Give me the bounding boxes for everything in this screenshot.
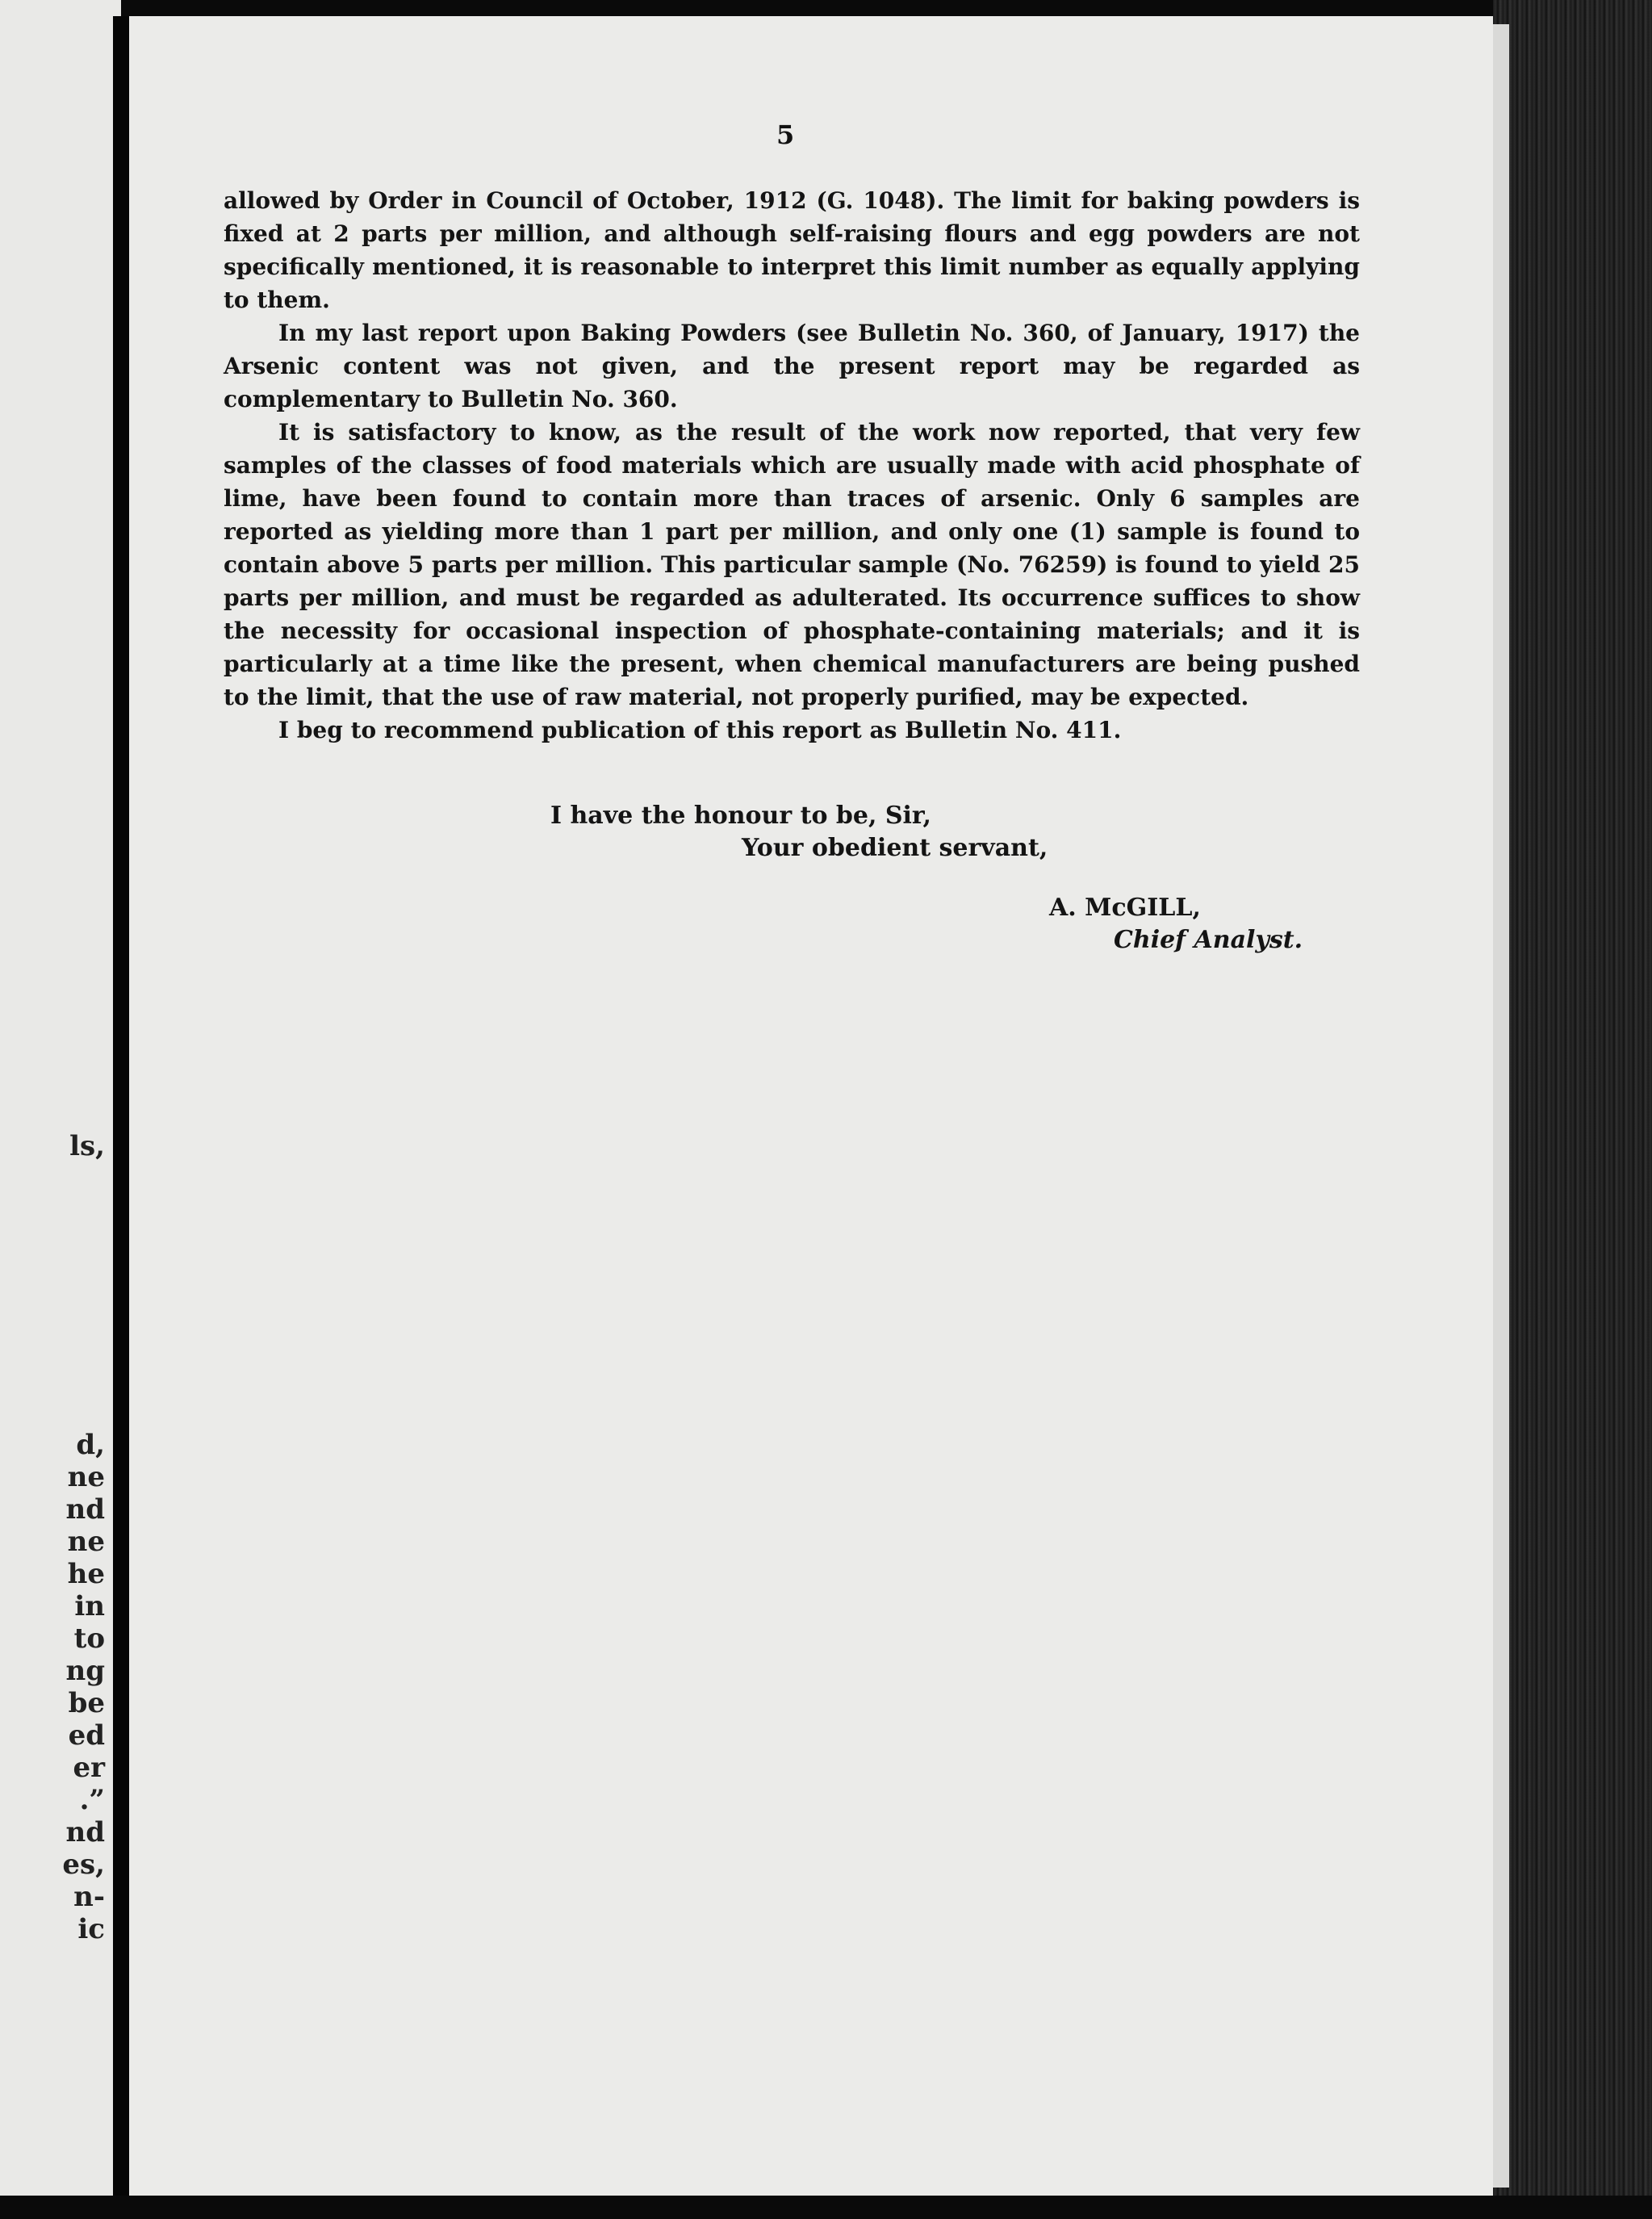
facing-page-fragment: n-	[73, 1881, 105, 1913]
page-number: 5	[776, 119, 795, 150]
facing-page-fragment: ng	[65, 1655, 105, 1687]
facing-page-fragment: .”	[79, 1784, 105, 1816]
facing-page-fragment: ls,	[69, 1130, 105, 1162]
facing-page-fragment: ed	[68, 1719, 105, 1752]
book-gutter	[113, 16, 129, 2196]
facing-page-fragment: es,	[62, 1848, 105, 1881]
page-stack-edge	[1493, 0, 1652, 2219]
bottom-scan-border	[0, 2196, 1652, 2219]
facing-page-fragment: er	[73, 1752, 105, 1784]
paragraph: In my last report upon Baking Powders (see Bulletin No. 360, of January, 1917) the Arsenic content was not given, and the present report may be regarded as complementary to Bulletin No. 360.	[224, 320, 1360, 412]
facing-page-fragment: in	[74, 1590, 105, 1622]
facing-page-fragment: be	[68, 1687, 105, 1719]
closing-valediction: Your obedient servant,	[742, 834, 1048, 862]
signatory-name: A. McGILL,	[1049, 894, 1201, 922]
facing-page-fragment: he	[67, 1558, 105, 1590]
paragraph: I beg to recommend publication of this report as Bulletin No. 411.	[278, 717, 1122, 743]
closing-salutation: I have the honour to be, Sir,	[550, 802, 931, 830]
facing-page-fragment: ne	[67, 1461, 105, 1493]
facing-page-fragment: to	[73, 1622, 105, 1655]
facing-page-edge	[0, 0, 121, 2219]
signatory-title: Chief Analyst.	[1114, 926, 1303, 954]
facing-page-fragment: d,	[76, 1429, 105, 1461]
facing-page-fragment: ne	[67, 1526, 105, 1558]
letter-body	[224, 184, 1360, 747]
facing-page-fragment: ic	[77, 1913, 105, 1945]
paragraph: allowed by Order in Council of October, 1912 (G. 1048). The limit for baking powders is fixed at 2 parts per million, and although self-raising flours and egg powders are not specifically mentioned, it is reasonable to interpret this limit number as equally applying to them.	[224, 187, 1360, 313]
facing-page-fragment: nd	[65, 1493, 105, 1526]
facing-page-fragment: nd	[65, 1816, 105, 1848]
paragraph: It is satisfactory to know, as the result of the work now reported, that very few samples of the classes of food materials which are usually made with acid phosphate of lime, have been found to contain more than traces of arsenic. Only 6 samples are reported as yielding more than 1 part per million, and only one (1) sample is found to contain above 5 parts per million. This particular sample (No. 76259) is found to yield 25 parts per million, and must be regarded as adulterated. Its occurrence suffices to show the necessity for occasional inspection of phosphate-containing materials; and it is particularly at a time like the present, when chemical manufacturers are being pushed to the limit, that the use of raw material, not properly purified, may be expected.	[224, 419, 1360, 710]
page-right-margin-strip	[1493, 24, 1509, 2188]
